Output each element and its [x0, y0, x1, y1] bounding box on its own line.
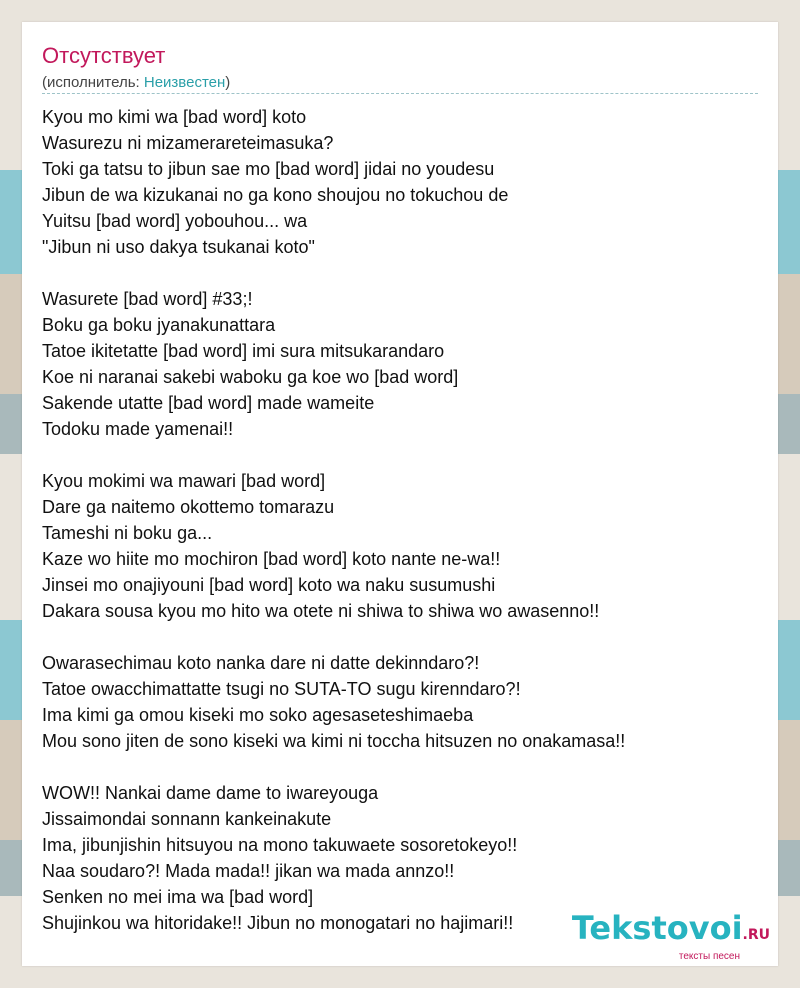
artist-suffix: ) [225, 74, 231, 91]
lyric-line: Kyou mo kimi wa [bad word] koto [42, 107, 307, 127]
stanza-gap [42, 624, 758, 650]
lyric-line: Toki ga tatsu to jibun sae mo [bad word] jidai no youdesu [42, 159, 495, 179]
lyric-line: Kaze wo hiite mo mochiron [bad word] koto nante ne-wa!! [42, 549, 501, 569]
lyric-line: Senken no mei ima wa [bad word] [42, 887, 314, 907]
lyric-line: Yuitsu [bad word] yobouhou... wa [42, 211, 308, 231]
lyric-line: Ima kimi ga omou kiseki mo soko agesaseteshimaeba [42, 705, 474, 725]
lyric-line: WOW!! Nankai dame dame to iwareyouga [42, 783, 379, 803]
lyric-line: Ima, jibunjishin hitsuyou na mono takuwaete sosoretokeyo!! [42, 835, 518, 855]
lyric-line: Jinsei mo onajiyouni [bad word] koto wa naku susumushi [42, 575, 496, 595]
logo-tld: .RU [742, 927, 770, 943]
lyrics-text [42, 104, 758, 936]
lyric-line: Todoku made yamenai!! [42, 419, 234, 439]
lyric-line: "Jibun ni uso dakya tsukanai koto" [42, 237, 315, 257]
artist-link[interactable]: Неизвестен [143, 74, 226, 91]
stanza-gap [42, 260, 758, 286]
lyric-line: Boku ga boku jyanakunattara [42, 315, 276, 335]
lyric-line: Tatoe ikitetatte [bad word] imi sura mitsukarandaro [42, 341, 445, 361]
stanza-gap [42, 754, 758, 780]
lyrics-card [22, 22, 778, 966]
site-logo[interactable] [572, 911, 770, 962]
lyric-line: Naa soudaro?! Mada mada!! jikan wa mada annzo!! [42, 861, 455, 881]
lyric-line: Mou sono jiten de sono kiseki wa kimi ni toccha hitsuzen no onakamasa!! [42, 731, 626, 751]
lyric-line: Sakende utatte [bad word] made wameite [42, 393, 375, 413]
stanza-gap [42, 442, 758, 468]
artist-prefix: (исполнитель: [42, 74, 144, 91]
lyric-line: Tatoe owacchimattatte tsugi no SUTA-TO sugu kirenndaro?! [42, 679, 521, 699]
song-title: Отсутствует [42, 43, 166, 68]
divider [42, 93, 758, 94]
lyric-line: Jibun de wa kizukanai no ga kono shoujou no tokuchou de [42, 185, 509, 205]
lyric-line: Wasurezu ni mizamerareteimasuka? [42, 133, 334, 153]
logo-name: Tekstovoi [571, 909, 743, 947]
lyric-line: Owarasechimau koto nanka dare ni datte dekinndaro?! [42, 653, 480, 673]
lyric-line: Dare ga naitemo okottemo tomarazu [42, 497, 335, 517]
lyric-line: Wasurete [bad word] #33;! [42, 289, 253, 309]
artist-line [42, 74, 230, 92]
lyric-line: Shujinkou wa hitoridake!! Jibun no monogatari no hajimari!! [42, 913, 514, 933]
lyric-line: Kyou mokimi wa mawari [bad word] [42, 471, 326, 491]
logo-tagline: тексты песен [678, 951, 740, 962]
lyric-line: Jissaimondai sonnann kankeinakute [42, 809, 332, 829]
lyric-line: Tameshi ni boku ga... [42, 523, 213, 543]
lyric-line: Dakara sousa kyou mo hito wa otete ni shiwa to shiwa wo awasenno!! [42, 601, 600, 621]
lyric-line: Koe ni naranai sakebi waboku ga koe wo [bad word] [42, 367, 459, 387]
